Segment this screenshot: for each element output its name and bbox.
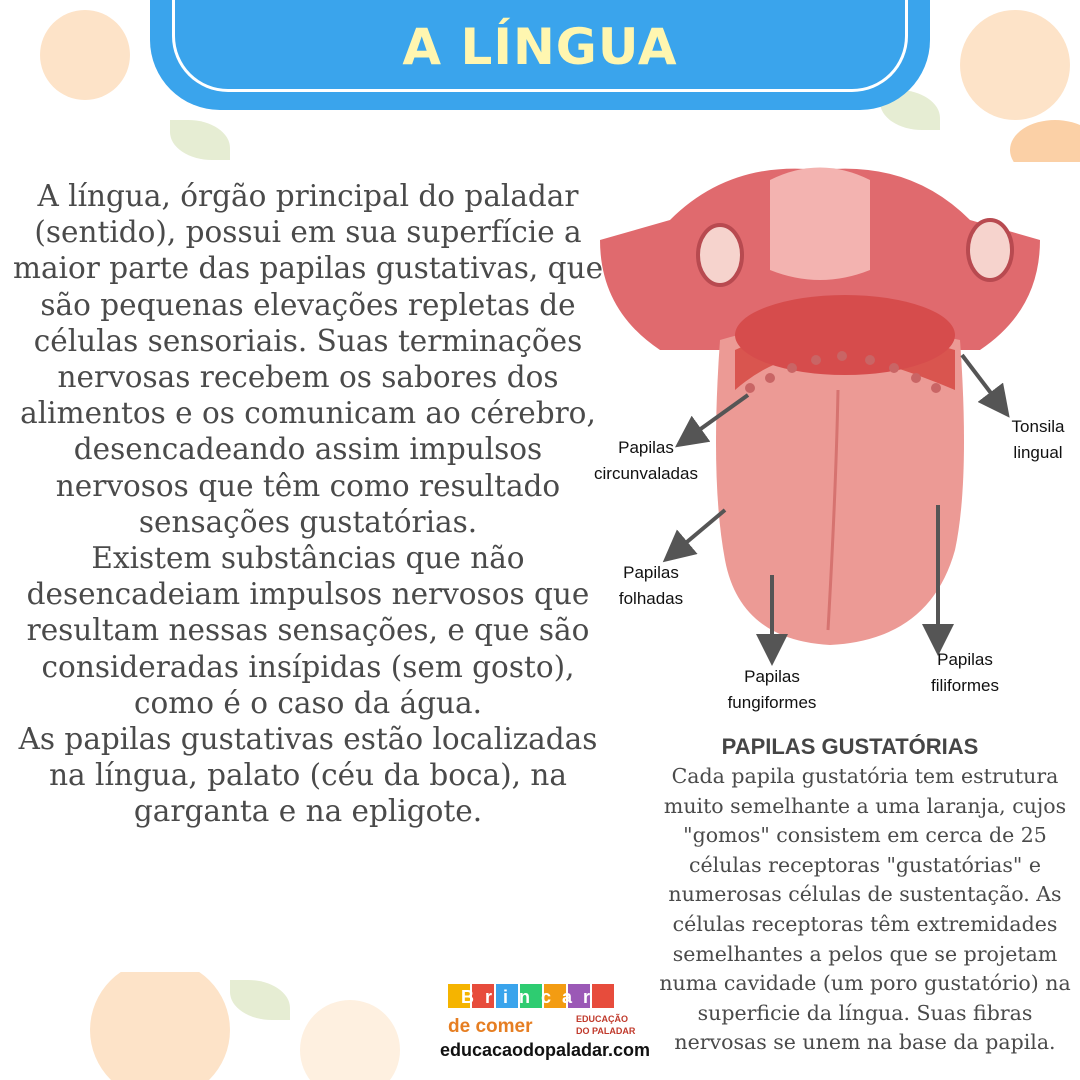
label-papilas-filiformes xyxy=(920,647,1010,699)
papilas-gustatorias-section xyxy=(650,732,1080,1058)
logo-educacao-text: EDUCAÇÃO xyxy=(576,1014,629,1024)
logo-de-comer-text: de comer xyxy=(448,1016,533,1037)
label-line: Papilas xyxy=(618,438,674,457)
label-line: filiformes xyxy=(930,676,999,695)
label-tonsila-lingual xyxy=(998,414,1078,466)
label-line: Tonsila xyxy=(1011,417,1065,436)
label-line: folhadas xyxy=(618,589,684,608)
brincar-de-comer-logo xyxy=(446,982,646,1042)
website-url: educacaodopaladar.com xyxy=(439,1040,651,1060)
orange-slice-decoration xyxy=(90,960,230,1080)
papilas-title: PAPILAS GUSTATÓRIAS xyxy=(721,734,979,759)
epiglottis-shape xyxy=(770,168,870,281)
paragraph-2: Existem substâncias que não desencadeiam impulsos nervosos que resultam nessas sensações, e que são consideradas insípidas (sem gosto), como é o caso da água. xyxy=(26,541,590,720)
label-line: lingual xyxy=(1013,443,1063,462)
label-line: fungiformes xyxy=(727,693,817,712)
leaf-decoration xyxy=(170,120,230,160)
logo-brincar-text: Brincar xyxy=(460,987,602,1007)
orange-slice-decoration xyxy=(960,10,1070,120)
title-banner xyxy=(150,0,930,110)
tongue-root xyxy=(735,295,955,375)
arrow-tonsila xyxy=(962,355,1000,405)
label-line: circunvaladas xyxy=(594,464,698,483)
page-title: A LÍNGUA xyxy=(402,18,678,76)
paragraph-1: A língua, órgão principal do paladar (sentido), possui em sua superfície a maior parte das papilas gustativas, que são pequenas elevações repletas de células sensoriais. Suas terminações nervosas recebem os sabores dos alimentos e os comunicam ao cérebro, desencadeando assim impulsos nervosos que têm como resultado sensações gustatórias. xyxy=(12,179,604,539)
tonsil-right xyxy=(968,220,1012,280)
logo-paladar-text: DO PALADAR xyxy=(576,1026,636,1036)
leaf-decoration xyxy=(230,980,290,1020)
label-papilas-circunvaladas xyxy=(584,435,708,487)
tonsil-left xyxy=(698,225,742,285)
paragraph-3: As papilas gustativas estão localizadas na língua, palato (céu da boca), na garganta e na epligote. xyxy=(18,722,598,829)
label-papilas-fungiformes xyxy=(712,664,832,716)
orange-slice-decoration xyxy=(300,1000,400,1080)
papilas-description: Cada papila gustatória tem estrutura muito semelhante a uma laranja, cujos "gomos" consistem em cerca de 25 células receptoras "gustatórias" e numerosas células de sustentação. As células receptoras têm extremidades semelhantes a pelos que se projetam numa cavidade (um poro gustatório) na superficie da língua. Suas fibras nervosas se unem na base da papila. xyxy=(659,764,1071,1055)
label-line: Papilas xyxy=(937,650,993,669)
label-papilas-folhadas xyxy=(606,560,696,612)
label-line: Papilas xyxy=(744,667,800,686)
orange-slice-decoration xyxy=(40,10,130,100)
arrow-folhadas xyxy=(675,510,725,552)
label-line: Papilas xyxy=(623,563,679,582)
main-description xyxy=(8,178,608,830)
